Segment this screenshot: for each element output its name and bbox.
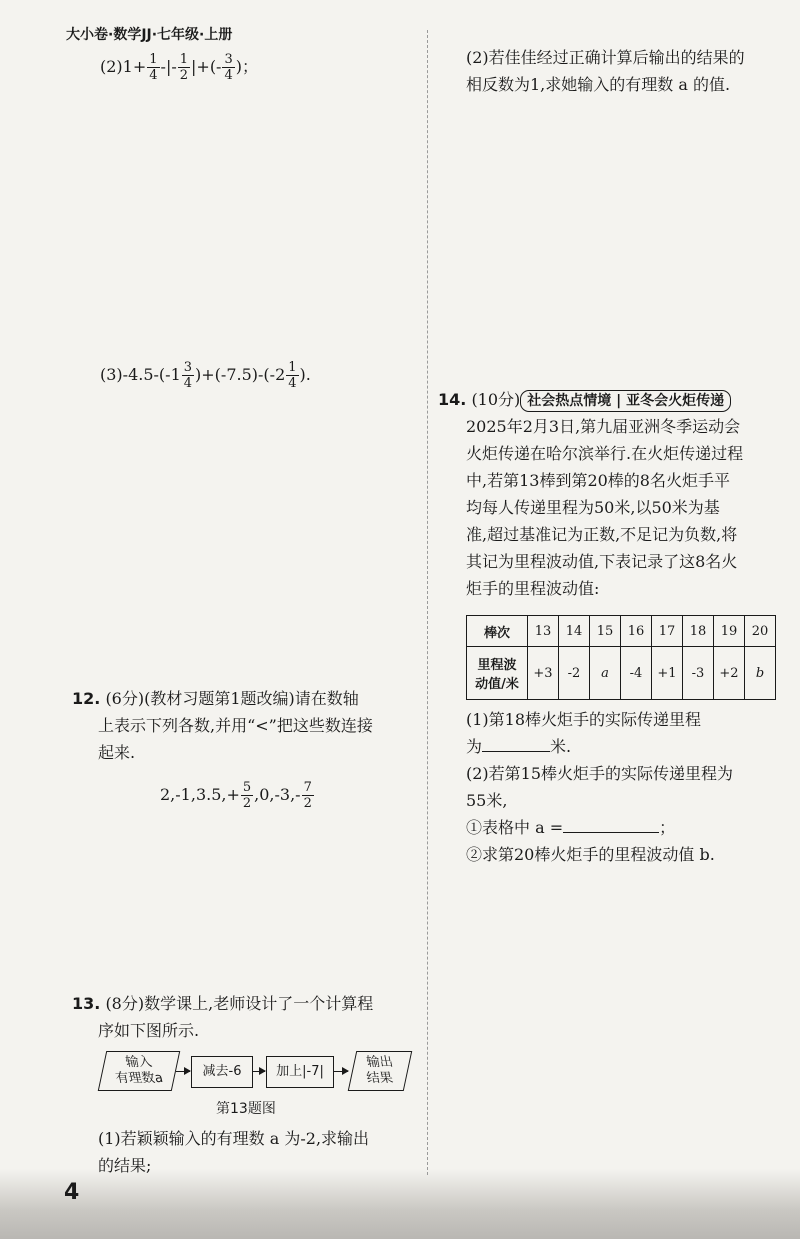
table-cell: -2 bbox=[559, 647, 590, 700]
table-cell: +2 bbox=[714, 647, 745, 700]
question-text: (6分)(教材习题第1题改编)请在数轴 bbox=[105, 689, 359, 708]
table-cell: 15 bbox=[590, 616, 621, 647]
question-text: (2)若佳佳经过正确计算后输出的结果的 bbox=[466, 48, 745, 67]
question-text: (8分)数学课上,老师设计了一个计算程 bbox=[105, 994, 374, 1013]
question-number: 12. bbox=[72, 689, 101, 708]
table-cell: -4 bbox=[621, 647, 652, 700]
table-cell: +1 bbox=[652, 647, 683, 700]
question-text: 55米, bbox=[466, 791, 508, 810]
flow-input-box: 输入 有理数a bbox=[98, 1051, 181, 1091]
question-text: 炬手的里程波动值: bbox=[466, 579, 600, 598]
page-bottom-edge bbox=[0, 1169, 800, 1239]
expr-text: |+(- bbox=[191, 57, 222, 76]
question-text: (2)若第15棒火炬手的实际传递里程为 bbox=[466, 764, 734, 783]
question-text: (1)若颖颖输入的有理数 a 为-2,求输出 bbox=[98, 1129, 370, 1148]
question-text: 米. bbox=[550, 737, 572, 756]
question-text: 为 bbox=[466, 737, 483, 756]
flow-step-subtract: 减去-6 bbox=[191, 1056, 253, 1088]
table-cell: a bbox=[590, 647, 621, 700]
question-text: 序如下图所示. bbox=[98, 1021, 200, 1040]
question-text: 起来. bbox=[98, 743, 136, 762]
question-text: 准,超过基准记为正数,不足记为负数,将 bbox=[466, 525, 738, 544]
expr-text: (2)1+ bbox=[100, 57, 147, 76]
q11-part3-expression bbox=[100, 360, 311, 391]
question-text: ①表格中 a = bbox=[466, 818, 564, 837]
table-header: 里程波 动值/米 bbox=[467, 647, 528, 700]
flow-caption: 第13题图 bbox=[216, 1101, 276, 1117]
answer-blank[interactable] bbox=[482, 735, 550, 752]
question-14 bbox=[438, 386, 788, 602]
table-cell: 16 bbox=[621, 616, 652, 647]
q12-number-list bbox=[160, 780, 315, 811]
table-cell: -3 bbox=[683, 647, 714, 700]
fraction: $\frac{1}{4}$ bbox=[288, 360, 297, 391]
fraction: $\frac{3}{4}$ bbox=[224, 52, 233, 83]
q11-part2-expression bbox=[100, 52, 258, 83]
question-number: 13. bbox=[72, 994, 101, 1013]
question-text: 中,若第13棒到第20棒的8名火炬手平 bbox=[466, 471, 730, 490]
question-score: (10分) bbox=[471, 390, 521, 409]
question-text: (1)第18棒火炬手的实际传递里程 bbox=[466, 710, 702, 729]
flow-step-add: 加上|-7| bbox=[266, 1056, 334, 1088]
fraction: $\frac{1}{4}$ bbox=[149, 52, 158, 83]
table-cell: 13 bbox=[528, 616, 559, 647]
question-12 bbox=[72, 685, 417, 766]
table-cell: b bbox=[745, 647, 776, 700]
fraction: $\frac{3}{4}$ bbox=[183, 360, 193, 391]
question-13 bbox=[72, 990, 417, 1044]
table-row bbox=[467, 616, 776, 647]
number-list-text: 2,-1,3.5,+ bbox=[160, 785, 240, 804]
flow-arrow bbox=[252, 1071, 265, 1072]
context-tag: 社会热点情境 | 亚冬会火炬传递 bbox=[520, 390, 731, 412]
page-number: 4 bbox=[64, 1180, 80, 1205]
number-list-text: ,0,-3,- bbox=[254, 785, 301, 804]
question-number: 14. bbox=[438, 390, 467, 409]
expr-text: (3)-4.5-(-1 bbox=[100, 365, 181, 384]
expr-text: )+(-7.5)-(-2 bbox=[195, 365, 286, 384]
question-text: ； bbox=[659, 818, 676, 837]
flow-arrow bbox=[176, 1071, 190, 1072]
expr-text: ). bbox=[299, 365, 311, 384]
table-cell: 17 bbox=[652, 616, 683, 647]
question-text: 的结果; bbox=[98, 1156, 152, 1175]
mileage-table bbox=[466, 615, 776, 700]
table-cell: 14 bbox=[559, 616, 590, 647]
fraction: $\frac{7}{2}$ bbox=[303, 780, 312, 811]
question-text: 火炬传递在哈尔滨举行.在火炬传递过程 bbox=[466, 444, 744, 463]
question-text: 均每人传递里程为50米,以50米为基 bbox=[466, 498, 720, 517]
table-cell: +3 bbox=[528, 647, 559, 700]
fraction: $\frac{5}{2}$ bbox=[242, 780, 252, 811]
q13-part2 bbox=[466, 44, 786, 98]
table-cell: 18 bbox=[683, 616, 714, 647]
q13-part1 bbox=[98, 1125, 418, 1179]
table-header: 棒次 bbox=[467, 616, 528, 647]
question-text: 上表示下列各数,并用“<”把这些数连接 bbox=[98, 716, 373, 735]
running-header: 大小卷·数学JJ·七年级·上册 bbox=[66, 27, 233, 43]
column-divider bbox=[427, 30, 428, 1175]
flow-output-box: 输出 结果 bbox=[348, 1051, 413, 1091]
flow-arrow bbox=[333, 1071, 348, 1072]
question-text: 2025年2月3日,第九届亚洲冬季运动会 bbox=[466, 417, 741, 436]
expr-text: -|- bbox=[160, 57, 177, 76]
q14-subquestions bbox=[466, 706, 786, 868]
expr-text: )； bbox=[235, 57, 258, 76]
table-cell: 20 bbox=[745, 616, 776, 647]
question-text: 其记为里程波动值,下表记录了这8名火 bbox=[466, 552, 738, 571]
question-text: 相反数为1,求她输入的有理数 a 的值. bbox=[466, 75, 731, 94]
table-cell: 19 bbox=[714, 616, 745, 647]
table-row bbox=[467, 647, 776, 700]
fraction: $\frac{1}{2}$ bbox=[179, 52, 189, 83]
answer-blank[interactable] bbox=[563, 816, 659, 833]
question-text: ②求第20棒火炬手的里程波动值 b. bbox=[466, 845, 715, 864]
